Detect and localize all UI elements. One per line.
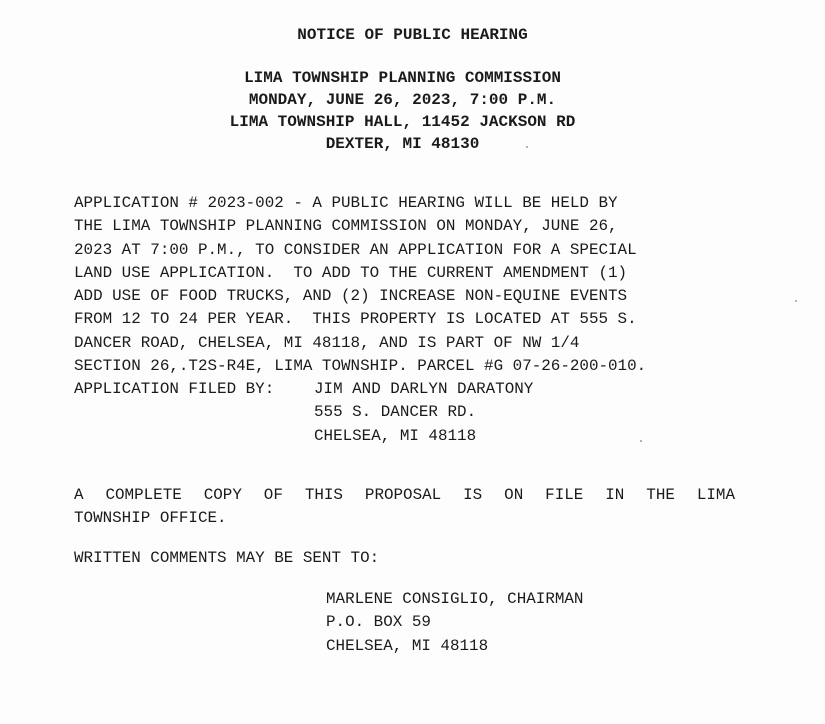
comments-city: CHELSEA, MI 48118 [326, 636, 489, 655]
comments-label: WRITTEN COMMENTS MAY BE SENT TO: [74, 549, 380, 567]
notice-title: NOTICE OF PUBLIC HEARING [297, 26, 528, 44]
copy-notice-line: A COMPLETE COPY OF THIS PROPOSAL IS ON FILE IN THE LIMA [74, 486, 735, 504]
paragraph-line: DANCER ROAD, CHELSEA, MI 48118, AND IS PART OF NW 1/4 [74, 333, 580, 352]
scan-speck [795, 300, 797, 302]
paragraph-line: SECTION 26,.T2S-R4E, LIMA TOWNSHIP. PARCEL #G 07-26-200-010. [74, 357, 647, 376]
applicant-names: JIM AND DARLYN DARATONY [314, 380, 534, 398]
paragraph-line: APPLICATION # 2023-002 - A PUBLIC HEARING WILL BE HELD BY [74, 194, 618, 212]
meeting-heading [0, 67, 805, 155]
chairman-name: MARLENE CONSIGLIO, CHAIRMAN [326, 590, 584, 608]
po-box: P.O. BOX 59 [326, 613, 431, 632]
paragraph-line: ADD USE OF FOOD TRUCKS, AND (2) INCREASE NON-EQUINE EVENTS [74, 287, 628, 306]
application-paragraph [74, 192, 646, 378]
heading-date-time: MONDAY, JUNE 26, 2023, 7:00 P.M. [248, 91, 557, 109]
paragraph-line: LAND USE APPLICATION. TO ADD TO THE CURRENT AMENDMENT (1) [74, 263, 628, 282]
filed-by-block [314, 378, 533, 448]
heading-commission: LIMA TOWNSHIP PLANNING COMMISSION [244, 69, 561, 87]
scan-speck [640, 440, 642, 442]
applicant-street: 555 S. DANCER RD. [314, 403, 477, 422]
scan-speck [526, 146, 528, 148]
copy-notice-line: TOWNSHIP OFFICE. [74, 509, 227, 528]
heading-city: DEXTER, MI 48130 [325, 135, 480, 153]
heading-location: LIMA TOWNSHIP HALL, 11452 JACKSON RD [229, 113, 576, 131]
applicant-city: CHELSEA, MI 48118 [314, 426, 477, 445]
paragraph-line: 2023 AT 7:00 P.M., TO CONSIDER AN APPLICATION FOR A SPECIAL [74, 240, 637, 259]
paragraph-line: FROM 12 TO 24 PER YEAR. THIS PROPERTY IS LOCATED AT 555 S. [74, 310, 637, 329]
filed-by-label: APPLICATION FILED BY: [74, 380, 275, 398]
paragraph-line: THE LIMA TOWNSHIP PLANNING COMMISSION ON MONDAY, JUNE 26, [74, 217, 618, 236]
copy-notice [74, 484, 735, 531]
comments-address-block [326, 588, 583, 658]
